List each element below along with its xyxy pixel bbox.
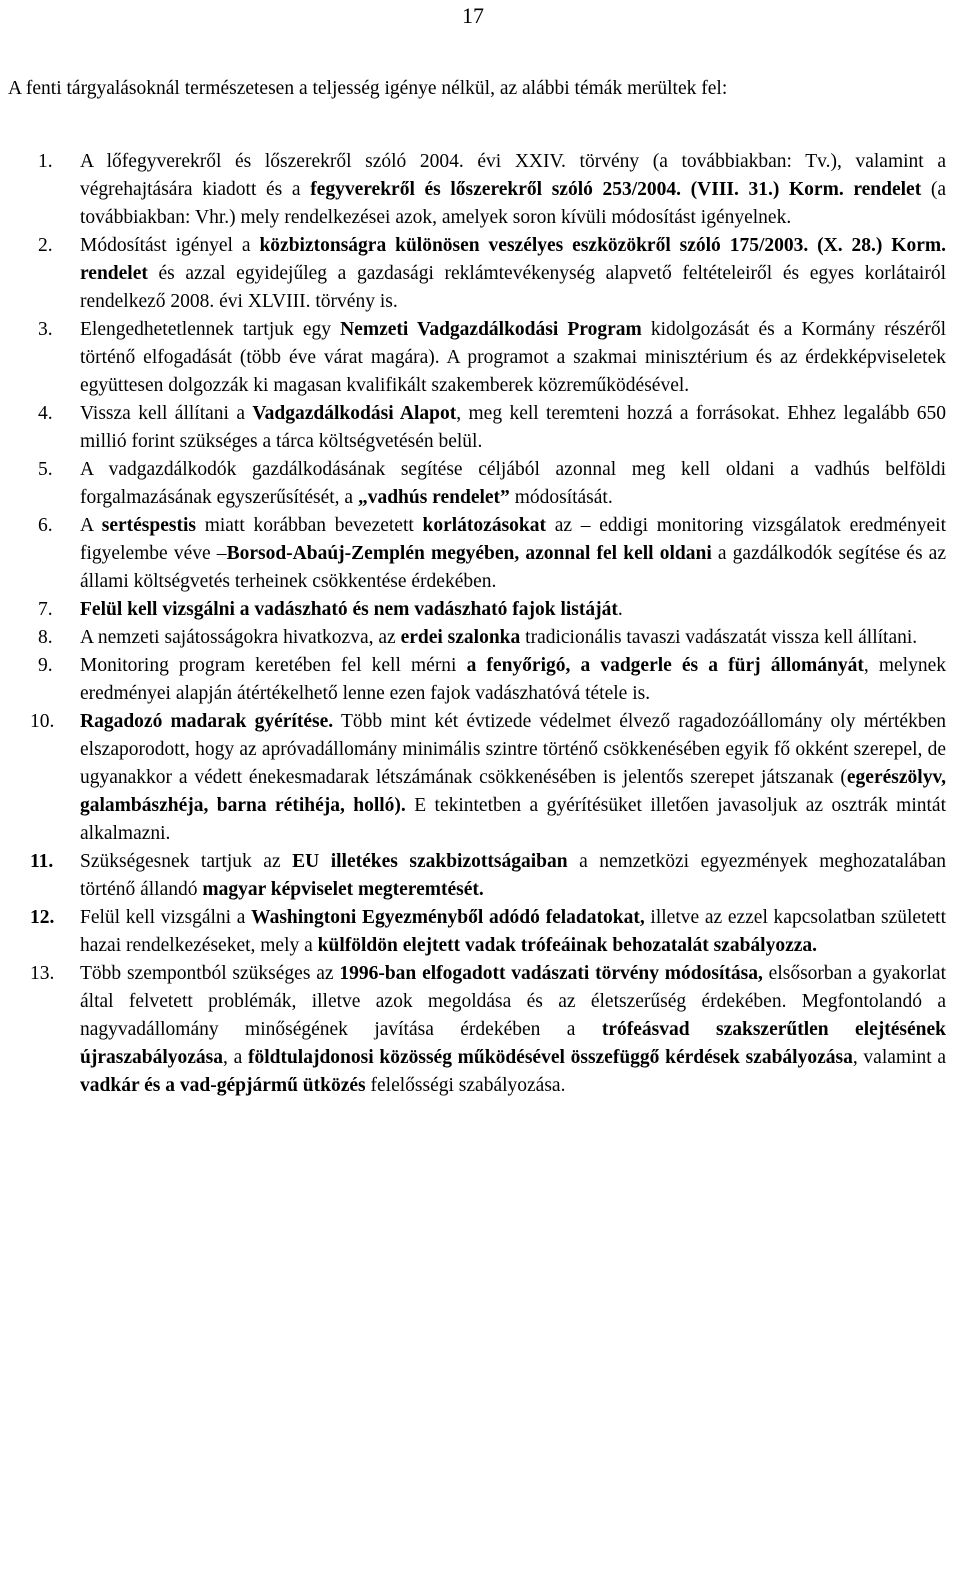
list-item-text — [80, 624, 946, 652]
bold-text: Vadgazdálkodási Alapot — [252, 403, 457, 424]
page-number: 17 — [462, 3, 484, 28]
bold-text: magyar képviselet megteremtését. — [202, 879, 484, 900]
text-run: a nemzetközi egyezmények meghozatalában történő állandó — [80, 851, 946, 900]
text-run: . — [617, 599, 623, 620]
list-item — [0, 400, 946, 456]
list-item — [0, 960, 946, 1100]
text-run: tradicionális tavaszi vadászatát vissza kell állítani. — [520, 627, 918, 648]
list-item-number: 2. — [38, 235, 53, 256]
bold-text: EU illetékes szakbizottságaiban — [292, 851, 568, 872]
list-item — [0, 148, 946, 232]
text-run: felelősségi szabályozása. — [365, 1075, 566, 1096]
list-item — [0, 652, 946, 708]
list-item-number: 7. — [38, 599, 53, 620]
bold-text: sertéspestis — [101, 515, 196, 536]
bold-text: „vadhús rendelet” — [357, 487, 510, 508]
list-item — [0, 596, 946, 624]
bold-text: egerészölyv, galambászhéja, barna rétihéja, holló). — [80, 767, 946, 816]
list-item — [0, 708, 946, 848]
list-item-text — [80, 456, 946, 512]
bold-text: vadkár és a vad-gépjármű ütközés — [80, 1075, 366, 1096]
bold-text: Ragadozó madarak gyérítése. — [80, 711, 334, 732]
text-run: Szükségesnek tartjuk az — [80, 851, 293, 872]
text-run: A — [80, 515, 102, 536]
list-item-text — [80, 148, 946, 232]
bold-text: trófeásvad szakszerűtlen elejtésének újraszabályozása — [80, 1019, 947, 1068]
text-run: Elengedhetetlennek tartjuk egy — [80, 319, 341, 340]
list-item-number: 9. — [38, 655, 53, 676]
bold-text: a fenyőrigó, a vadgerle és a fürj állományát — [466, 655, 864, 676]
list-item-number: 5. — [38, 459, 53, 480]
list-item-text — [80, 904, 946, 960]
text-run: Több szempontból szükséges az — [80, 963, 340, 984]
text-run: Monitoring program keretében fel kell mérni — [80, 655, 467, 676]
list-item-number: 6. — [38, 515, 53, 536]
list-item-number: 8. — [38, 627, 53, 648]
list-item-text — [80, 512, 946, 596]
text-run: Felül kell vizsgálni a — [80, 907, 252, 928]
text-run: , a — [223, 1047, 248, 1068]
list-item — [0, 624, 946, 652]
list-item — [0, 316, 946, 400]
text-run: A lőfegyverekről és lőszerekről szóló 2004. évi XXIV. törvény (a továbbiakban: Tv.), valamint a végrehajtására kiadott és a — [80, 151, 946, 200]
text-run: miatt korábban bevezetett — [195, 515, 423, 536]
bold-text: korlátozásokat — [422, 515, 547, 536]
bold-text: földtulajdonosi közösség működésével összefüggő kérdések szabályozása — [247, 1047, 853, 1068]
topic-list — [0, 148, 946, 1100]
bold-text: fegyverekről és lőszerekről szóló 253/2004. (VIII. 31.) Korm. rendelet — [310, 179, 922, 200]
list-item-number: 12. — [30, 907, 55, 928]
list-item — [0, 512, 946, 596]
list-item-number: 11. — [30, 851, 54, 872]
list-item-text — [80, 232, 946, 316]
text-run: Több mint két évtizede védelmet élvező ragadozóállomány oly mértékben elszaporodott, hogy az apróvadállomány minimális szintre történő csökkenésében egyik fő okként szerepel, de ugyanakkor a védett énekesmadarak létszámának csökkenésében is jelentős szerepet játszanak ( — [80, 711, 946, 788]
text-run: az – eddigi monitoring vizsgálatok eredményeit figyelembe véve – — [80, 515, 946, 564]
text-run: és azzal egyidejűleg a gazdasági reklámtevékenység alapvető feltételeiről és egyes korlátairól rendelkező 2008. évi XLVIII. törvény is. — [80, 263, 946, 312]
text-run: kidolgozását és a Kormány részéről történő elfogadását (több éve várat magára). A programot a szakmai minisztérium és az érdekképviseletek együttesen dolgozzák ki magasan kvalifikált szakemberek közreműködésével. — [80, 319, 946, 396]
text-run: , melynek eredményei alapján átértékelhető lenne ezen fajok vadászhatóvá tétele is. — [80, 655, 946, 704]
text-run: E tekintetben a gyérítésüket illetően javasoljuk az osztrák mintát alkalmazni. — [80, 795, 946, 844]
list-item-number: 13. — [30, 963, 55, 984]
text-run: Módosítást igényel a — [80, 235, 260, 256]
text-run: A vadgazdálkodók gazdálkodásának segítése céljából azonnal meg kell oldani a vadhús belföldi forgalmazásának egyszerűsítését, a — [80, 459, 946, 508]
bold-text: Borsod-Abaúj-Zemplén megyében, azonnal fel kell oldani — [226, 543, 712, 564]
text-run: , valamint a — [852, 1047, 947, 1068]
list-item — [0, 904, 946, 960]
bold-text: külföldön elejtett vadak trófeáinak behozatalát szabályozza. — [317, 935, 818, 956]
list-item-text — [80, 596, 946, 624]
bold-text: 1996-ban elfogadott vadászati törvény módosítása, — [339, 963, 763, 984]
list-item-text — [80, 652, 946, 708]
bold-text: Nemzeti Vadgazdálkodási Program — [340, 319, 642, 340]
list-item-number: 1. — [38, 151, 53, 172]
text-run: a gazdálkodók segítése és az állami költségvetés terheinek csökkentése érdekében. — [80, 543, 946, 592]
text-run: , meg kell teremteni hozzá a forrásokat. Ehhez legalább 650 millió forint szükséges a tárca költségvetésén belül. — [80, 403, 946, 452]
list-item — [0, 848, 946, 904]
list-item-text — [80, 708, 946, 848]
text-run: (a továbbiakban: Vhr.) mely rendelkezései azok, amelyek soron kívüli módosítást igényelnek. — [80, 179, 946, 228]
list-item-number: 4. — [38, 403, 53, 424]
list-item — [0, 232, 946, 316]
list-item-text — [80, 316, 946, 400]
list-item-number: 10. — [30, 711, 55, 732]
text-run: Vissza kell állítani a — [80, 403, 253, 424]
list-item-text — [80, 400, 946, 456]
text-run: illetve az ezzel kapcsolatban született hazai rendelkezéseket, mely a — [80, 907, 946, 956]
intro-paragraph: A fenti tárgyalásoknál természetesen a teljesség igénye nélkül, az alábbi témák merültek fel: — [8, 77, 728, 99]
text-run: módosítását. — [509, 487, 613, 508]
bold-text: közbiztonságra különösen veszélyes eszközökről szóló 175/2003. (X. 28.) Korm. rendelet — [80, 235, 946, 284]
bold-text: Washingtoni Egyezményből adódó feladatokat, — [251, 907, 645, 928]
list-item-text — [80, 960, 946, 1100]
bold-text: erdei szalonka — [400, 627, 521, 648]
list-item — [0, 456, 946, 512]
bold-text: Felül kell vizsgálni a vadászható és nem vadászható fajok listáját — [80, 599, 618, 620]
list-item-number: 3. — [38, 319, 53, 340]
list-item-text — [80, 848, 946, 904]
text-run: elsősorban a gyakorlat által felvetett problémák, illetve azok megoldása és az életszerűség érdekében. Megfontolandó a nagyvadállomány minőségének javítása érdekében a — [80, 963, 946, 1040]
text-run: A nemzeti sajátosságokra hivatkozva, az — [80, 627, 401, 648]
